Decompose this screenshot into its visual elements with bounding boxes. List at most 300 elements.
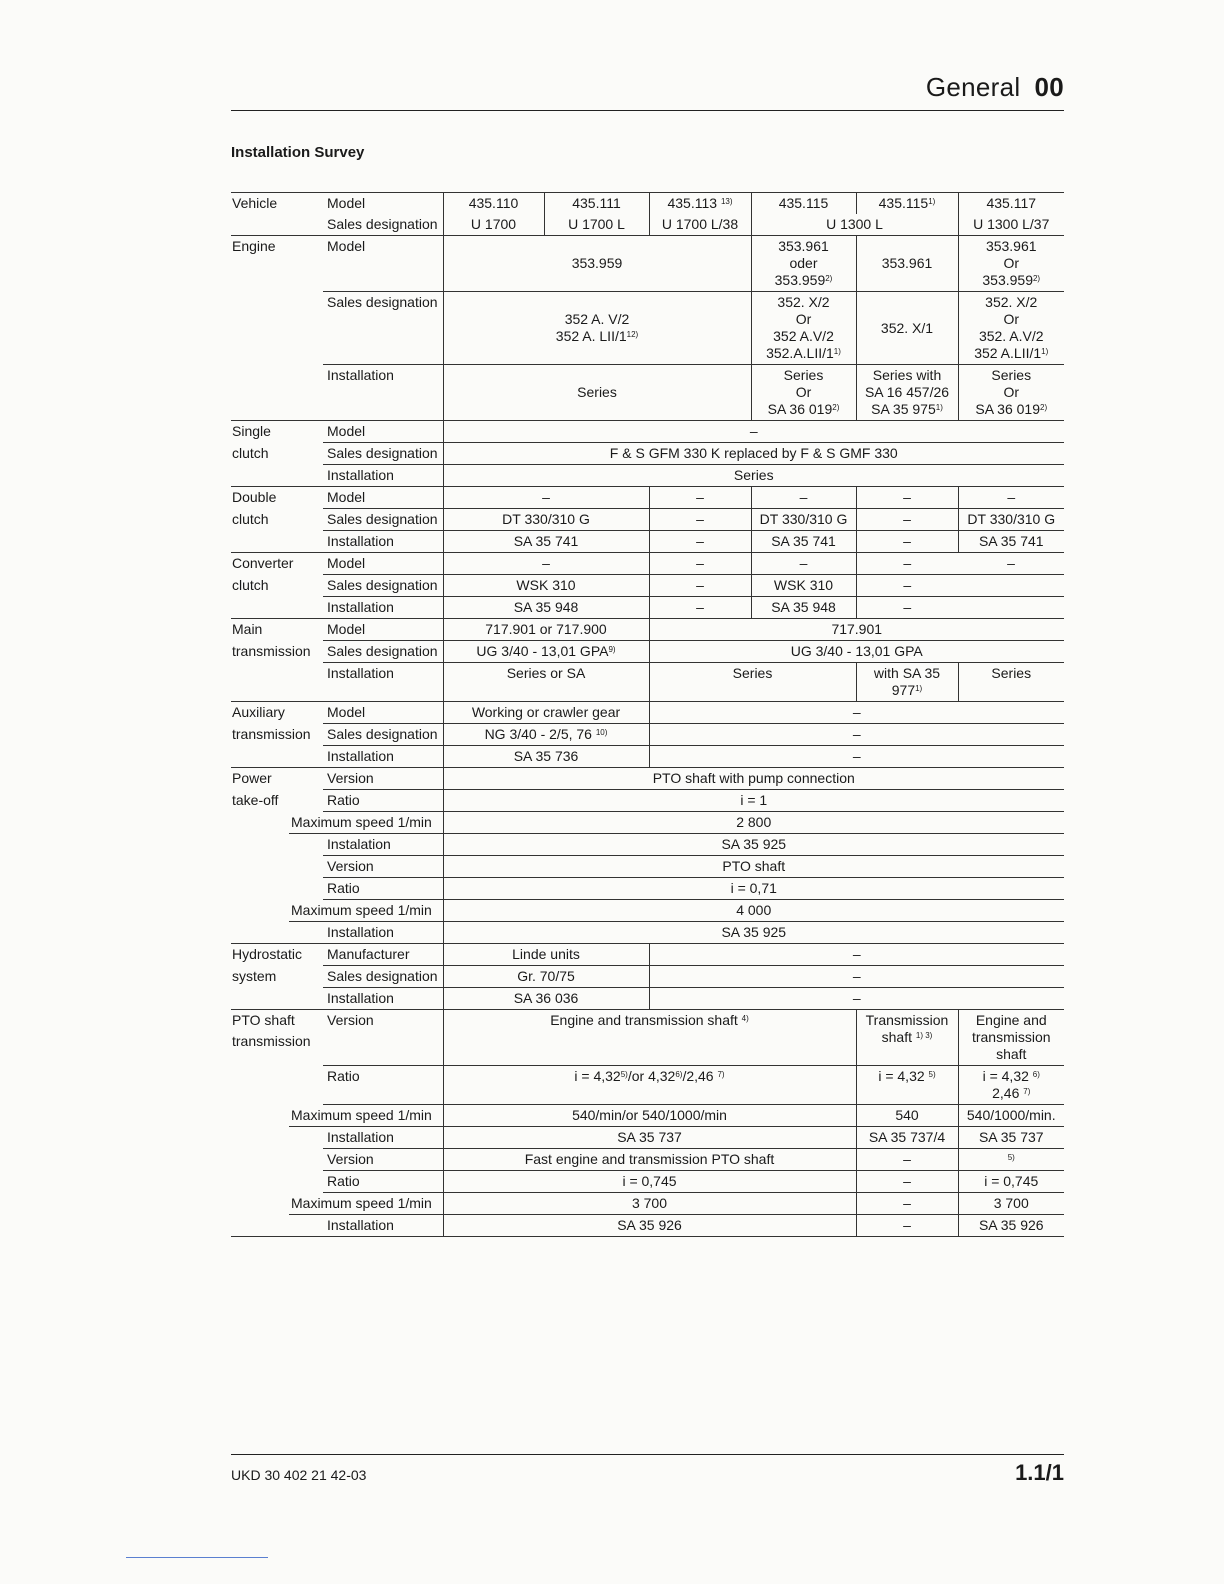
row-label: Installation [323,988,443,1010]
footnote-ref: 2) [1040,403,1048,412]
header-title: General [925,72,1021,102]
cell: DT 330/310 G [958,509,1064,531]
cell: SA 36 036 [443,988,649,1010]
cell [856,663,958,702]
cell: 3 700 [443,1193,856,1215]
cell: SA 35 948 [443,597,649,619]
pto-version-row [231,768,1064,790]
cell-line: 352. A.V/2 [978,328,1044,344]
document-code: UKD 30 402 21 42-03 [231,1467,367,1483]
cell: Working or crawler gear [443,702,649,724]
cell: SA 35 741 [751,531,856,553]
cell: – [958,553,1064,575]
group-label [231,1010,323,1066]
cell [751,193,856,215]
cell: 540/1000/min. [958,1105,1064,1127]
cell-line: 352. X/2 [777,294,830,310]
cell: – [856,1149,958,1171]
row-label: Ratio [323,790,443,812]
cell-text: i = 4,32 [574,1068,621,1084]
row-label: Maximum speed 1/min [289,1105,443,1127]
row-label: Installation [323,531,443,553]
cell-text: SA 36 019 [975,401,1040,417]
group-label: Hydrostatic [232,946,303,962]
cell [856,1010,958,1066]
row-label: Ratio [323,1171,443,1193]
row-label: Model [323,236,443,292]
aux-sales-row [231,724,1064,746]
cell: i = 1 [443,790,1064,812]
cell: Series [443,465,1064,487]
cell: 4 000 [443,900,1064,922]
fast-install-row [231,1215,1064,1237]
main-model-row [231,619,1064,641]
cell-line: Or [1003,311,1020,327]
cell: – [649,509,751,531]
cell-line: 353.961 [778,238,829,254]
cell-line [859,401,956,418]
cell-line [961,401,1063,418]
cell-line: Or [1003,255,1020,271]
row-label: Manufacturer [323,944,443,966]
spacer [231,1105,289,1127]
spacer [231,878,323,900]
fast-maxspeed-row [231,1193,1064,1215]
footnote-ref: 6) [1032,1070,1040,1079]
group-label: transmission [232,725,311,742]
group-label: Auxiliary [232,704,285,720]
cell: SA 35 948 [751,597,856,619]
row-label: Ratio [323,878,443,900]
cell [958,292,1064,365]
spacer [231,834,323,856]
footnote-ref: 4) [741,1014,749,1023]
cell: – [856,597,958,619]
cell-line: Series with [872,367,942,383]
cell [856,193,958,215]
cell: SA 35 737/4 [856,1127,958,1149]
cell-line [754,401,854,418]
footnote-ref: 1) [1041,347,1049,356]
fast-version-row [231,1149,1064,1171]
cell-line: Transmission [865,1012,949,1028]
cell-text: 353.959 [774,272,826,288]
row-label: Model [323,553,443,575]
footnote-ref: 2) [832,403,840,412]
cell: 3 700 [958,1193,1064,1215]
cell: SA 35 926 [958,1215,1064,1237]
cell: SA 35 925 [443,834,1064,856]
cell: – [649,553,751,575]
cell-text: i = 4,32 [982,1068,1029,1084]
row-label: Version [323,768,443,790]
row-label: Installation [323,663,443,702]
row-label: Version [323,856,443,878]
cell-line: Engine and [975,1012,1047,1028]
double-model-row [231,487,1064,509]
cell-text: 435.113 [667,195,718,211]
cell-text: 352 A.LII/1 [974,345,1042,361]
row-label: Installation [323,922,443,944]
cell: – [649,746,1064,768]
cell: – [649,702,1064,724]
row-label: Installation [323,465,443,487]
conv-install-row [231,597,1064,619]
group-label: Engine [232,238,276,254]
row-label: Sales designation [323,214,443,236]
pto2-ratio-row [231,878,1064,900]
cell: Series [958,663,1064,702]
group-label-cont [231,465,323,487]
group-label: Double [232,489,277,505]
cell: Series [649,663,856,702]
row-label: Installation [323,746,443,768]
hyd-sales-row [231,966,1064,988]
cell [958,193,1064,215]
footnote-ref: 12) [626,330,639,339]
row-label: Model [323,619,443,641]
cell: – [443,487,649,509]
group-label-cont [231,988,323,1010]
group-label-cont [231,365,323,421]
group-label-cont [231,597,323,619]
group-label: clutch [232,576,269,593]
cell: – [649,966,1064,988]
group-label-cont [231,531,323,553]
footnote-ref: 1) [935,403,943,412]
cell: SA 35 741 [958,531,1064,553]
spacer [231,922,323,944]
cell [443,292,751,365]
pto2-install-row [231,922,1064,944]
cell: – [649,575,751,597]
cell: Fast engine and transmission PTO shaft [443,1149,856,1171]
cell-text: 353.959 [982,272,1033,288]
cell: – [649,487,751,509]
engine-sales-row [231,292,1064,365]
cell [856,1066,958,1105]
cell: – [649,597,751,619]
cell-line: 352 A.V/2 [773,328,834,344]
cell-line: oder [789,255,818,271]
cell: – [649,988,1064,1010]
hyd-install-row [231,988,1064,1010]
spacer [231,1066,323,1105]
engine-model-row [231,236,1064,292]
cell-line: 352. X/2 [985,294,1038,310]
cell: 352. X/1 [856,292,958,365]
cell [544,193,649,215]
cell-line: 353.961 [985,238,1037,254]
spacer [231,1215,323,1237]
cell [751,236,856,292]
cell: 717.901 or 717.900 [443,619,649,641]
cell [958,236,1064,292]
cell [958,365,1064,421]
cell: DT 330/310 G [443,509,649,531]
cell [443,641,649,663]
cell: – [958,487,1064,509]
row-label: Installation [323,365,443,421]
cell: SA 35 736 [443,746,649,768]
footer-rule [231,1454,1064,1455]
scan-edge-line [126,1557,268,1558]
group-label: Main [232,621,263,637]
cell [856,365,958,421]
cell: – [856,531,958,553]
row-label: Installation [323,1127,443,1149]
group-label: Converter [232,555,294,571]
row-label: Sales designation [323,509,443,531]
cell-text: i = 4,32 [878,1068,925,1084]
cell-text: SA 35 975 [871,401,936,417]
cell: – [649,724,1064,746]
cell-text: UG 3/40 - 13,01 GPA [476,643,609,659]
cell: SA 35 925 [443,922,1064,944]
footnote-ref: 2) [1032,274,1041,283]
footnote-ref: 6) [675,1070,683,1079]
main-install-row [231,663,1064,702]
footnote-ref: 5) [620,1070,628,1079]
cell [443,1066,856,1105]
spacer [231,812,289,834]
hyd-manu-row [231,944,1064,966]
group-label: Vehicle [232,195,278,211]
cell-text: 352 A. LII/1 [555,328,627,344]
group-label-cont [231,746,323,768]
row-label: Installation [323,597,443,619]
cell: U 1700 L/38 [649,214,751,236]
cell: SA 35 741 [443,531,649,553]
row-label: Model [327,195,366,211]
cell: WSK 310 [751,575,856,597]
group-label-cont [231,292,323,365]
installation-survey-table [231,192,1064,1237]
cell-line: 352 A. V/2 [564,311,630,327]
pto2-maxspeed-row [231,900,1064,922]
cell: Series [443,365,751,421]
row-label: Sales designation [323,641,443,663]
cell-text: /or 4,32 [627,1068,676,1084]
single-install-row [231,465,1064,487]
cell-text: NG 3/40 - 2/5, 76 [484,726,592,742]
cell: 353.961 [856,236,958,292]
cell [751,292,856,365]
row-label: Sales designation [323,575,443,597]
cell-line [446,328,749,345]
cell: – [443,553,649,575]
conv-sales-row [231,575,1064,597]
footnote-ref: 1) [928,197,936,206]
cell: U 1300 L/37 [958,214,1064,236]
cell-empty [958,597,1064,619]
footnote-ref: 5) [1007,1153,1015,1162]
footnote-ref: 10) [595,728,608,737]
row-label: Sales designation [323,443,443,465]
cell-text: 435.110 [468,195,519,211]
group-label: Single [232,423,271,439]
cell [649,193,751,215]
cell-line [961,1085,1063,1102]
footnote-ref: 1) 3) [915,1031,933,1040]
spacer [231,1127,323,1149]
cell-text: 435.117 [986,195,1037,211]
row-label: Model [323,702,443,724]
cell-line: shaft [996,1046,1027,1062]
cell: SA 35 737 [443,1127,856,1149]
cell-text: 2,46 [992,1085,1020,1101]
cell: SA 35 737 [958,1127,1064,1149]
group-label: transmission [232,642,311,659]
cell: i = 0,745 [443,1171,856,1193]
footnote-ref: 1) [833,347,841,356]
spacer [231,900,289,922]
group-label-line: PTO shaft [232,1012,295,1028]
cell-line: SA 16 457/26 [864,384,950,400]
pto2-version-row [231,856,1064,878]
cell-line [754,345,854,362]
row-label: Version [323,1149,443,1171]
cell: – [649,531,751,553]
cell: PTO shaft [443,856,1064,878]
spacer [231,1149,323,1171]
cell-line [859,1029,956,1046]
cell-line [961,272,1063,289]
cell-text: 435.115 [778,195,829,211]
single-model-row [231,421,1064,443]
footnote-ref: 1) [915,684,923,693]
group-label: clutch [232,444,269,461]
cell-line: transmission [971,1029,1051,1045]
engine-install-row [231,365,1064,421]
row-label: Version [323,1010,443,1066]
cell [443,724,649,746]
cell: – [856,553,958,575]
cell-text: 352.A.LII/1 [766,345,834,361]
cell: – [649,944,1064,966]
cell: WSK 310 [443,575,649,597]
cell-line: Series [991,367,1032,383]
cell: U 1700 L [544,214,649,236]
cell [958,1149,1064,1171]
cell: DT 330/310 G [751,509,856,531]
pto-maxspeed-row [231,812,1064,834]
cell-text: SA 36 019 [767,401,833,417]
fast-ratio-row [231,1171,1064,1193]
cell: i = 0,71 [443,878,1064,900]
row-label: Sales designation [323,966,443,988]
page-header [926,72,1064,103]
cell: 717.901 [649,619,1064,641]
group-label: clutch [232,510,269,527]
cell-text: Engine and transmission shaft [550,1012,738,1028]
footnote-ref: 7) [717,1070,725,1079]
group-label-cont [231,663,323,702]
row-label: Maximum speed 1/min [289,900,443,922]
cell: SA 35 926 [443,1215,856,1237]
cell: F & S GFM 330 K replaced by F & S GMF 330 [443,443,1064,465]
header-rule [231,110,1064,111]
ptos-ratio-row [231,1066,1064,1105]
footnote-ref: 9) [608,645,616,654]
group-label: system [232,967,277,984]
cell: U 1700 [443,214,544,236]
cell: UG 3/40 - 13,01 GPA [649,641,1064,663]
vehicle-model-row [231,193,1064,215]
row-label: Sales designation [323,292,443,365]
row-label: Instalation [323,834,443,856]
cell-line [961,1068,1063,1085]
main-sales-row [231,641,1064,663]
footnote-ref: 2) [825,274,833,283]
pto-ratio-row [231,790,1064,812]
aux-model-row [231,702,1064,724]
cell [443,193,544,215]
cell-empty [958,575,1064,597]
cell: U 1300 L [751,214,958,236]
cell: Gr. 70/75 [443,966,649,988]
cell [958,1066,1064,1105]
cell: i = 0,745 [958,1171,1064,1193]
footnote-ref: 5) [928,1070,936,1079]
pto-install-row [231,834,1064,856]
cell-line [754,272,854,289]
cell: – [856,1193,958,1215]
cell-text: with SA 35 977 [873,665,941,698]
cell: Linde units [443,944,649,966]
section-title: Installation Survey [231,144,365,161]
cell: 540/min/or 540/1000/min [443,1105,856,1127]
aux-install-row [231,746,1064,768]
cell-line: Or [795,384,812,400]
cell [751,365,856,421]
footnote-ref: 13) [720,197,733,206]
ptos-maxspeed-row [231,1105,1064,1127]
cell-text: shaft [881,1029,912,1045]
spacer [231,1171,323,1193]
cell-line: Or [795,311,812,327]
page-number: 1.1/1 [1015,1460,1064,1485]
cell: 353.959 [443,236,751,292]
cell: PTO shaft with pump connection [443,768,1064,790]
cell-text: /2,46 [682,1068,714,1084]
row-label: Ratio [323,1066,443,1105]
cell [958,1010,1064,1066]
single-sales-row [231,443,1064,465]
cell-text: 435.115 [878,195,929,211]
row-label: Model [323,421,443,443]
cell: – [443,421,1064,443]
row-label: Installation [323,1215,443,1237]
group-label-cont [231,214,323,236]
cell-text: 435.111 [572,195,621,211]
spacer [231,856,323,878]
double-install-row [231,531,1064,553]
group-label: Power [232,770,272,786]
cell-line: Or [1003,384,1020,400]
row-label: Maximum speed 1/min [289,812,443,834]
group-label-line: transmission [232,1033,311,1049]
conv-model-row [231,553,1064,575]
cell: – [856,1171,958,1193]
cell: – [856,487,958,509]
cell: 540 [856,1105,958,1127]
cell: – [751,487,856,509]
cell: – [751,553,856,575]
row-label: Sales designation [323,724,443,746]
cell: – [856,575,958,597]
cell: – [856,1215,958,1237]
